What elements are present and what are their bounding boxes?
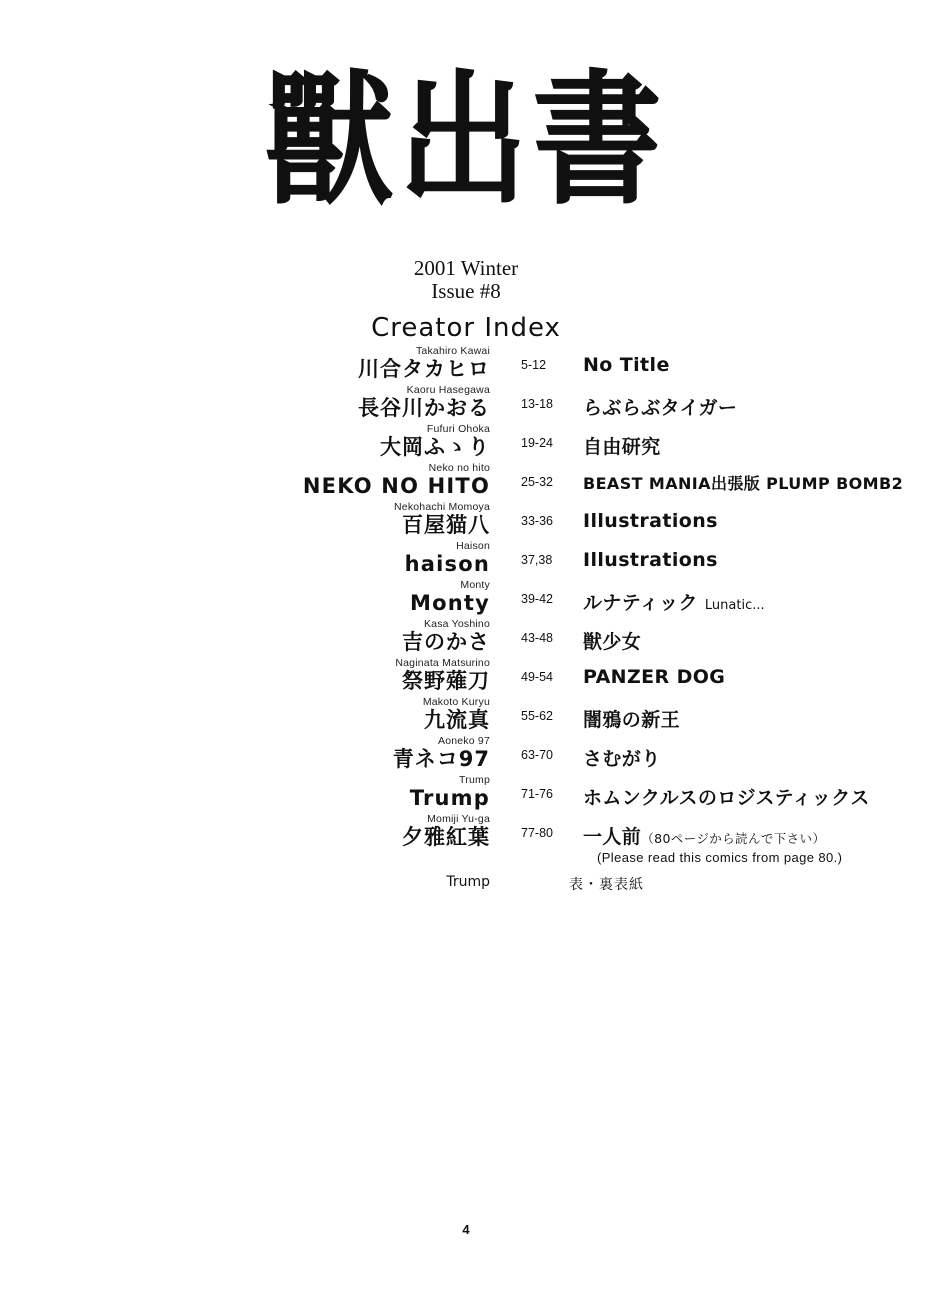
creator-name: 夕雅紅葉	[402, 825, 490, 849]
creator-cell	[0, 813, 490, 849]
creator-romaji: Kaoru Hasegawa	[406, 384, 490, 396]
table-row	[0, 501, 932, 537]
creator-romaji: Momiji Yu-ga	[427, 813, 490, 825]
creator-cell	[0, 540, 490, 576]
work-title: Illustrations	[583, 510, 718, 532]
creator-name: 祭野薙刀	[402, 669, 490, 693]
table-row	[0, 618, 932, 654]
creator-name: 吉のかさ	[402, 630, 490, 654]
work-title: Illustrations	[583, 549, 718, 571]
creator-name: 九流真	[424, 708, 490, 732]
creator-name: 青ネコ97	[392, 747, 490, 771]
creator-cell	[0, 423, 490, 459]
work-title: No Title	[583, 354, 670, 376]
work-cell	[569, 540, 932, 571]
creator-romaji: Fufuri Ohoka	[426, 423, 490, 435]
creator-index-table	[0, 345, 932, 868]
work-title: 自由研究	[583, 436, 661, 458]
creator-name: Trump	[409, 786, 490, 810]
work-cell	[569, 735, 932, 771]
creator-cell	[0, 462, 490, 498]
creator-romaji: Neko no hito	[428, 462, 490, 474]
table-row	[0, 696, 932, 732]
creator-cell	[0, 774, 490, 810]
work-cell	[569, 462, 932, 494]
work-cell	[569, 579, 932, 615]
table-row	[0, 384, 932, 420]
creator-name: NEKO NO HITO	[302, 474, 490, 498]
creator-romaji: Naginata Matsurino	[395, 657, 490, 669]
work-title: さむがり	[583, 748, 661, 770]
work-cell	[569, 813, 932, 865]
work-cell	[569, 696, 932, 732]
work-cell	[569, 423, 932, 459]
work-cell	[569, 384, 932, 420]
creator-cell	[0, 579, 490, 615]
work-cell	[569, 774, 932, 810]
page-range: 33-36	[521, 514, 553, 528]
work-title: ホムンクルスのロジスティックス	[583, 787, 870, 809]
work-subtitle: Lunatic...	[704, 598, 765, 613]
page-range: 43-48	[521, 631, 553, 645]
work-title: BEAST MANIA出張版 PLUMP BOMB2	[583, 474, 904, 493]
table-row	[0, 462, 932, 498]
creator-romaji: Takahiro Kawai	[415, 345, 490, 357]
work-title: 獣少女	[583, 631, 642, 653]
creator-cell	[0, 345, 490, 381]
page-range: 77-80	[521, 826, 553, 840]
page-range: 71-76	[521, 787, 553, 801]
table-row	[0, 579, 932, 615]
table-row	[0, 540, 932, 576]
work-title: 闇鴉の新王	[583, 709, 681, 731]
creator-romaji: Nekohachi Momoya	[394, 501, 490, 513]
creator-cell	[0, 618, 490, 654]
creator-romaji: Kasa Yoshino	[423, 618, 490, 630]
page-range: 37,38	[521, 553, 553, 567]
issue-number: Issue #8	[431, 279, 501, 303]
table-row	[0, 657, 932, 693]
work-note-en: (Please read this comics from page 80.)	[597, 850, 843, 865]
page-range: 25-32	[521, 475, 553, 489]
page-range: 19-24	[521, 436, 553, 450]
creator-romaji: Haison	[456, 540, 490, 552]
work-note-jp: （80ページから読んで下さい）	[641, 831, 826, 846]
work-title: らぶらぶタイガー	[583, 397, 738, 419]
work-cell	[569, 618, 932, 654]
creator-romaji: Trump	[459, 774, 490, 786]
page-range: 63-70	[521, 748, 553, 762]
work-cell	[569, 345, 932, 376]
table-row	[0, 423, 932, 459]
creator-romaji: Monty	[460, 579, 490, 591]
creator-cell	[0, 384, 490, 420]
table-row	[0, 813, 932, 865]
creator-romaji: Aoneko 97	[437, 735, 490, 747]
page-number: 4	[462, 1222, 470, 1237]
beast-book-logo: 獸出書	[264, 57, 667, 225]
page-range: 39-42	[521, 592, 553, 606]
creator-name: 長谷川かおる	[358, 396, 490, 420]
creator-name: Monty	[409, 591, 490, 615]
masthead	[0, 57, 932, 225]
creator-cell	[0, 657, 490, 693]
creator-romaji: Makoto Kuryu	[422, 696, 490, 708]
creator-name: 川合タカヒロ	[358, 357, 490, 381]
table-row	[0, 345, 932, 381]
page-title: Creator Index	[371, 313, 561, 343]
table-row	[0, 774, 932, 810]
work-title: 一人前	[583, 826, 642, 848]
creator-name: 百屋猫八	[402, 513, 490, 537]
creator-cell	[0, 696, 490, 732]
work-title: ルナティック	[583, 592, 698, 614]
creator-cell	[0, 501, 490, 537]
cover-credit	[0, 874, 932, 894]
page-range: 5-12	[521, 358, 547, 372]
creator-name: 大岡ふゝり	[380, 435, 490, 459]
cover-credit-name: Trump	[446, 874, 490, 890]
page-range: 13-18	[521, 397, 553, 411]
creator-cell	[0, 735, 490, 771]
work-title: PANZER DOG	[583, 666, 726, 688]
table-row	[0, 735, 932, 771]
page-range: 49-54	[521, 670, 553, 684]
cover-credit-role: 表・裏表紙	[569, 877, 644, 893]
issue-season: 2001 Winter	[413, 256, 519, 280]
work-cell	[569, 501, 932, 532]
work-cell	[569, 657, 932, 688]
page-range: 55-62	[521, 709, 553, 723]
creator-name: haison	[404, 552, 490, 576]
